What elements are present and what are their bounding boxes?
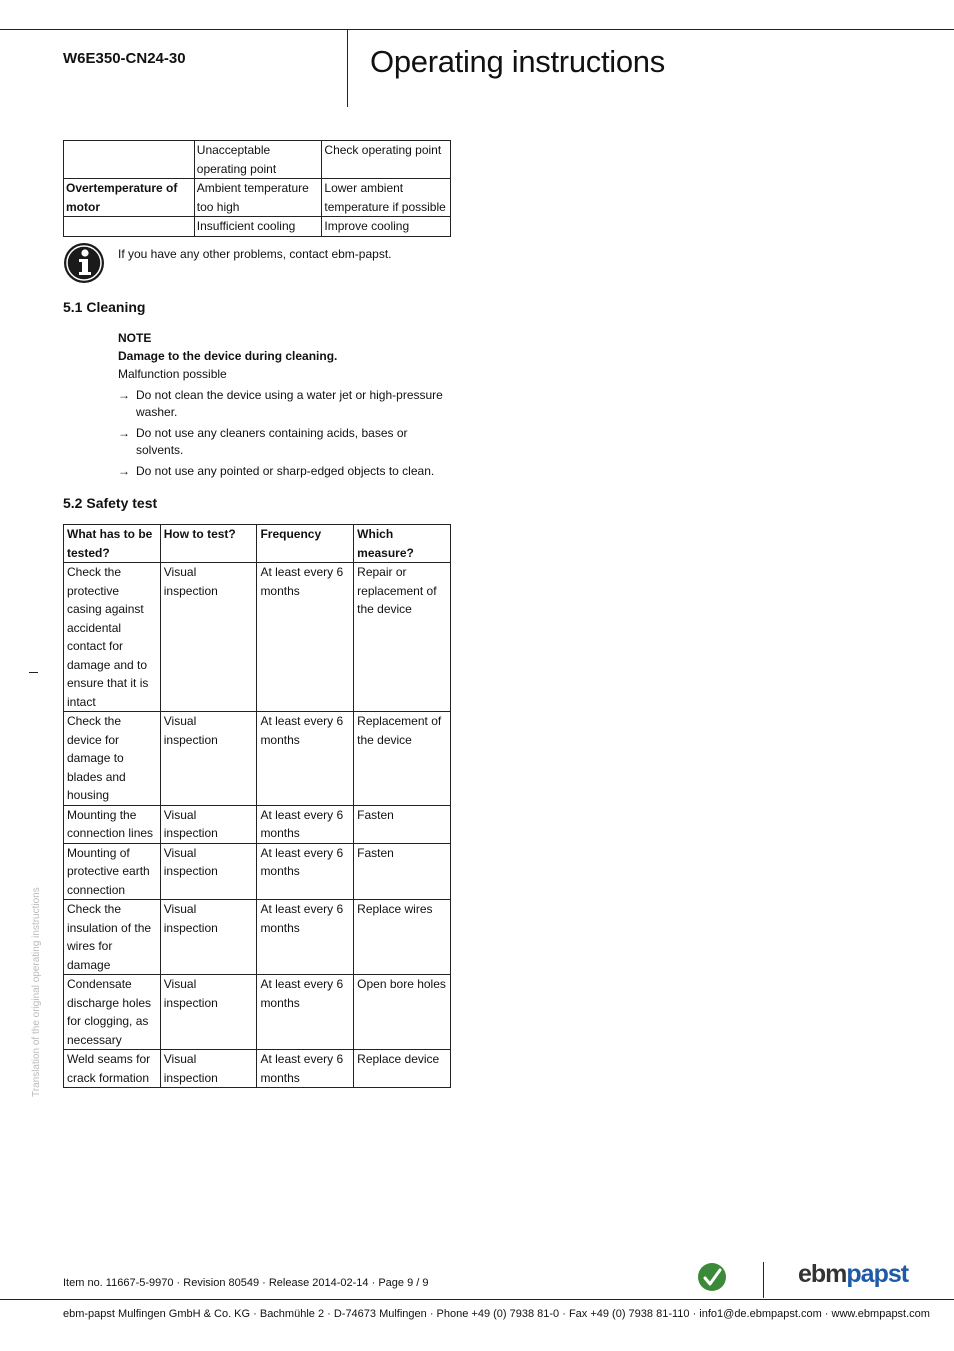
table-row <box>64 563 451 712</box>
note-list <box>118 387 458 480</box>
table-cell: Mounting the connection lines <box>64 805 161 843</box>
table-cell: Check operating point <box>322 141 451 179</box>
note-block <box>118 329 458 480</box>
table-cell: At least every 6 months <box>257 900 354 975</box>
info-icon <box>63 242 105 284</box>
table-cell: Improve cooling <box>322 217 451 237</box>
table-cell: Weld seams for crack formation <box>64 1050 161 1088</box>
fold-mark <box>29 672 38 673</box>
table-cell: Overtemperature of motor <box>64 179 195 217</box>
footer-item-info: Item no. 11667-5-9970 · Revision 80549 · Release 2014-02-14 · Page 9 / 9 <box>63 1277 429 1289</box>
column-header: What has to be tested? <box>64 525 161 563</box>
table-cell: Replace device <box>354 1050 451 1088</box>
table-cell: Check the protective casing against accidental contact for damage and to ensure that it is intact <box>64 563 161 712</box>
footer-company-info: ebm-papst Mulfingen GmbH & Co. KG · Bachmühle 2 · D-74673 Mulfingen · Phone +49 (0) 7938 81-0 · Fax +49 (0) 7938 81-110 · info1@de.ebmpapst.com · www.ebmpapst.com <box>63 1308 930 1320</box>
list-item <box>118 387 458 421</box>
table-cell: At least every 6 months <box>257 563 354 712</box>
note-title: Damage to the device during cleaning. <box>118 349 338 363</box>
header-top-rule <box>0 29 954 30</box>
side-note: Translation of the original operating instructions <box>31 887 42 1097</box>
table-cell: At least every 6 months <box>257 805 354 843</box>
table-cell: Check the insulation of the wires for damage <box>64 900 161 975</box>
table-row <box>64 141 451 179</box>
document-model-number: W6E350-CN24-30 <box>63 50 186 67</box>
table-row <box>64 900 451 975</box>
table-cell: Insufficient cooling <box>194 217 322 237</box>
safety-test-table <box>63 524 451 1088</box>
table-cell: Condensate discharge holes for clogging, as necessary <box>64 975 161 1050</box>
table-cell: Visual inspection <box>160 975 257 1050</box>
header-divider <box>347 29 348 107</box>
footer-logo-divider <box>763 1262 764 1298</box>
section-heading-safety-test: 5.2 Safety test <box>63 495 158 511</box>
arrow-icon: → <box>118 464 130 478</box>
table-cell: At least every 6 months <box>257 712 354 806</box>
table-row <box>64 975 451 1050</box>
table-cell: Visual inspection <box>160 712 257 806</box>
footer-rule <box>0 1299 954 1300</box>
arrow-icon: → <box>118 388 130 402</box>
table-row <box>64 179 451 217</box>
table-cell: Lower ambient temperature if possible <box>322 179 451 217</box>
troubleshooting-table <box>63 140 451 237</box>
table-cell: Replace wires <box>354 900 451 975</box>
table-cell: Visual inspection <box>160 805 257 843</box>
page-title: Operating instructions <box>370 44 665 79</box>
table-cell: Open bore holes <box>354 975 451 1050</box>
column-header: Frequency <box>257 525 354 563</box>
list-item <box>118 463 458 480</box>
table-cell: Fasten <box>354 843 451 900</box>
list-item <box>118 425 458 459</box>
info-text: If you have any other problems, contact ebm-papst. <box>118 247 392 261</box>
table-cell: Ambient temperature too high <box>194 179 322 217</box>
table-cell: At least every 6 months <box>257 843 354 900</box>
section-heading-cleaning: 5.1 Cleaning <box>63 299 146 315</box>
table-row <box>64 712 451 806</box>
table-cell: Unacceptable operating point <box>194 141 322 179</box>
table-row <box>64 843 451 900</box>
table-row <box>64 217 451 237</box>
table-cell: Fasten <box>354 805 451 843</box>
greentech-logo <box>697 1262 727 1292</box>
list-item-text: Do not use any cleaners containing acids, bases or solvents. <box>136 426 408 457</box>
table-cell: Visual inspection <box>160 843 257 900</box>
table-cell <box>64 217 195 237</box>
table-cell: Repair or replacement of the device <box>354 563 451 712</box>
table-cell: Mounting of protective earth connection <box>64 843 161 900</box>
table-cell: At least every 6 months <box>257 975 354 1050</box>
table-cell: Replacement of the device <box>354 712 451 806</box>
note-subtitle: Malfunction possible <box>118 367 227 381</box>
list-item-text: Do not clean the device using a water jet or high-pressure washer. <box>136 388 443 419</box>
note-label: NOTE <box>118 331 152 345</box>
table-cell: Visual inspection <box>160 563 257 712</box>
table-header-row <box>64 525 451 563</box>
table-cell: Visual inspection <box>160 900 257 975</box>
list-item-text: Do not use any pointed or sharp-edged objects to clean. <box>136 464 435 478</box>
ebmpapst-logo: ebmpapst <box>798 1260 909 1288</box>
table-row <box>64 1050 451 1088</box>
table-cell: Check the device for damage to blades and housing <box>64 712 161 806</box>
column-header: Which measure? <box>354 525 451 563</box>
arrow-icon: → <box>118 426 130 440</box>
table-row <box>64 805 451 843</box>
column-header: How to test? <box>160 525 257 563</box>
table-cell <box>64 141 195 179</box>
table-cell: Visual inspection <box>160 1050 257 1088</box>
table-cell: At least every 6 months <box>257 1050 354 1088</box>
